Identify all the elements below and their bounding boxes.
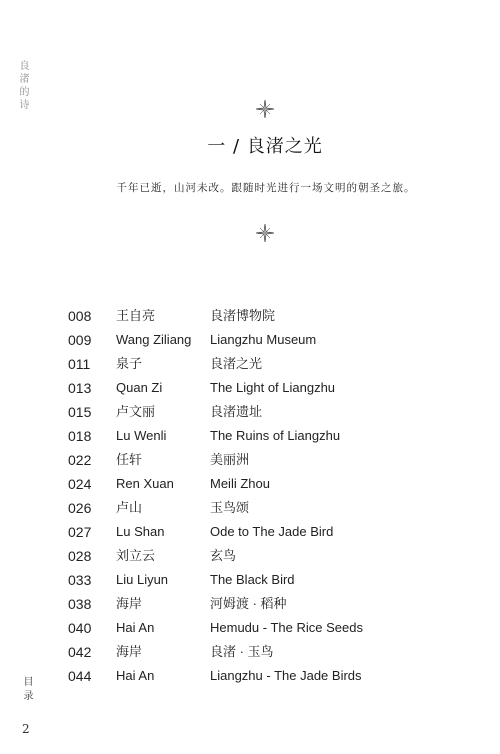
entry-title: The Ruins of Liangzhu [210,428,341,443]
entry-page: 026 [68,500,92,516]
entry-title: 河姆渡 · 稻种 [210,596,287,611]
entry-title: Hemudu - The Rice Seeds [210,620,363,635]
star-ornament-icon [256,224,274,242]
entry-title: Meili Zhou [210,476,270,491]
entry-author: Ren Xuan [116,476,174,491]
entry-page: 024 [68,476,92,492]
entry-author: 海岸 [116,644,143,659]
entry-page: 018 [68,428,92,444]
entry-page: 040 [68,620,92,636]
entry-title: Ode to The Jade Bird [210,524,334,539]
entry-author: Quan Zi [116,380,163,395]
entry-title: 玉鸟颂 [210,500,250,515]
entry-page: 022 [68,452,92,468]
entry-page: 033 [68,572,92,588]
section-title: 一 / 良渚之光 [207,136,323,157]
entry-author: 刘立云 [116,548,156,563]
entry-author: Liu Liyun [116,572,169,587]
entry-title: 良渚 · 玉鸟 [210,644,274,659]
book-title: 良渚的诗 [17,60,28,112]
entry-author: 海岸 [116,596,143,611]
entry-page: 027 [68,524,92,540]
entry-author: Lu Wenli [116,428,167,443]
entry-title: The Black Bird [210,572,295,587]
entry-page: 008 [68,308,92,324]
entry-title: Liangzhu - The Jade Birds [210,668,362,683]
star-ornament-icon [256,100,274,118]
section-epigraph: 千年已逝，山河未改。跟随时光进行一场文明的朝圣之旅。 [116,182,416,194]
entry-author: Wang Ziliang [116,332,192,347]
entry-title: 良渚之光 [210,356,263,371]
entry-page: 044 [68,668,92,684]
entry-author: Hai An [116,668,155,683]
entry-page: 028 [68,548,92,564]
entry-author: 卢山 [116,500,143,515]
entry-page: 042 [68,644,92,660]
entry-page: 038 [68,596,92,612]
entry-title: 良渚博物院 [210,308,276,323]
entry-author: 任轩 [116,452,143,467]
entry-title: 玄鸟 [210,548,237,563]
entry-title: 美丽洲 [210,452,250,467]
page-number: 2 [22,722,30,736]
entry-title: 良渚遗址 [210,404,263,419]
entry-author: Hai An [116,620,155,635]
entry-author: 王自亮 [116,308,156,323]
entry-page: 013 [68,380,92,396]
entry-page: 011 [68,356,91,372]
entry-page: 009 [68,332,92,348]
entry-page: 015 [68,404,92,420]
entry-title: The Light of Liangzhu [210,380,336,395]
entry-author: Lu Shan [116,524,165,539]
entry-title: Liangzhu Museum [210,332,317,347]
entry-author: 泉子 [116,356,143,371]
entry-author: 卢文丽 [116,404,156,419]
toc-label: 目录 [21,676,32,704]
